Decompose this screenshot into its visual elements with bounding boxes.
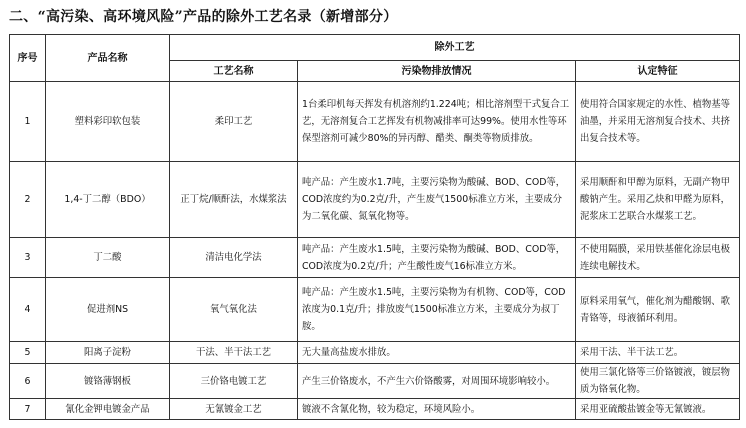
table-row (10, 82, 740, 162)
cell-criteria: 原料采用氧气，催化剂为醋酸钢、歌青铬等，母液循环利用。 (576, 278, 740, 342)
header-emission: 污染物排放情况 (298, 61, 576, 82)
cell-product: 塑料彩印软包装 (46, 82, 170, 162)
cell-criteria: 使用三氯化铬等三价铬镀液，镀层物质为铬氧化物。 (576, 364, 740, 399)
cell-emission: 镀液不含氰化物，较为稳定，环境风险小。 (298, 399, 576, 420)
cell-emission: 无大量高盐废水排放。 (298, 342, 576, 364)
cell-product: 氰化金钾电镀金产品 (46, 399, 170, 420)
header-process-name: 工艺名称 (170, 61, 298, 82)
cell-seq: 5 (10, 342, 46, 364)
cell-process: 柔印工艺 (170, 82, 298, 162)
table-row (10, 364, 740, 399)
cell-emission: 1台柔印机每天挥发有机溶剂约1.224吨；相比溶剂型干式复合工艺，无溶剂复合工艺挥发有机物减排率可达99%。使用水性等环保型溶剂可减少80%的异丙醇、醋类、酮类等物质排放。 (298, 82, 576, 162)
cell-product: 1,4-丁二醇（BDO） (46, 162, 170, 238)
cell-seq: 4 (10, 278, 46, 342)
cell-criteria: 采用干法、半干法工艺。 (576, 342, 740, 364)
header-row-primary (10, 35, 740, 61)
cell-emission: 产生三价铬废水，不产生六价铬酸雾，对周围环境影响较小。 (298, 364, 576, 399)
cell-seq: 6 (10, 364, 46, 399)
cell-criteria: 使用符合国家规定的水性、植物基等油墨，并采用无溶剂复合技术、共挤出复合技术等。 (576, 82, 740, 162)
process-catalog-table (9, 34, 740, 420)
header-criteria: 认定特征 (576, 61, 740, 82)
cell-product: 镀铬薄钢板 (46, 364, 170, 399)
cell-seq: 3 (10, 238, 46, 278)
table-row (10, 238, 740, 278)
table-row (10, 399, 740, 420)
table-row (10, 278, 740, 342)
cell-process: 正丁烷/顺酐法，水煤浆法 (170, 162, 298, 238)
cell-seq: 7 (10, 399, 46, 420)
cell-process: 氧气氧化法 (170, 278, 298, 342)
header-seq: 序号 (10, 35, 46, 82)
cell-process: 干法、半干法工艺 (170, 342, 298, 364)
cell-emission: 吨产品：产生废水1.7吨，主要污染物为酸碱、BOD、COD等，COD浓度约为0.2克/升，产生废气1500标准立方米，主要成分为二氧化碳、氮氧化物等。 (298, 162, 576, 238)
header-product: 产品名称 (46, 35, 170, 82)
cell-seq: 2 (10, 162, 46, 238)
cell-criteria: 采用亚硫酸盐镀金等无氰镀液。 (576, 399, 740, 420)
cell-emission: 吨产品：产生废水1.5吨，主要污染物为有机物、COD等，COD浓度为0.1克/升；排放废气1500标准立方米，主要成分为叔丁胺。 (298, 278, 576, 342)
cell-product: 丁二酸 (46, 238, 170, 278)
cell-criteria: 采用顺酐和甲醇为原料，无副产物甲酸钠产生。采用乙炔和甲醛为原料，泥浆床工艺联合水煤浆工艺。 (576, 162, 740, 238)
cell-emission: 吨产品：产生废水1.5吨，主要污染物为酸碱、BOD、COD等，COD浓度为0.2克/升；产生酸性废气16标准立方米。 (298, 238, 576, 278)
cell-product: 促进剂NS (46, 278, 170, 342)
table-row (10, 342, 740, 364)
table-row (10, 162, 740, 238)
header-exempt-process: 除外工艺 (170, 35, 740, 61)
cell-process: 三价铬电镀工艺 (170, 364, 298, 399)
cell-process: 无氰镀金工艺 (170, 399, 298, 420)
cell-seq: 1 (10, 82, 46, 162)
cell-criteria: 不使用隔膜，采用铁基催化涂层电极连续电解技术。 (576, 238, 740, 278)
cell-process: 清洁电化学法 (170, 238, 298, 278)
cell-product: 阳离子淀粉 (46, 342, 170, 364)
page-title: 二、“高污染、高环境风险”产品的除外工艺名录（新增部分） (9, 9, 398, 25)
